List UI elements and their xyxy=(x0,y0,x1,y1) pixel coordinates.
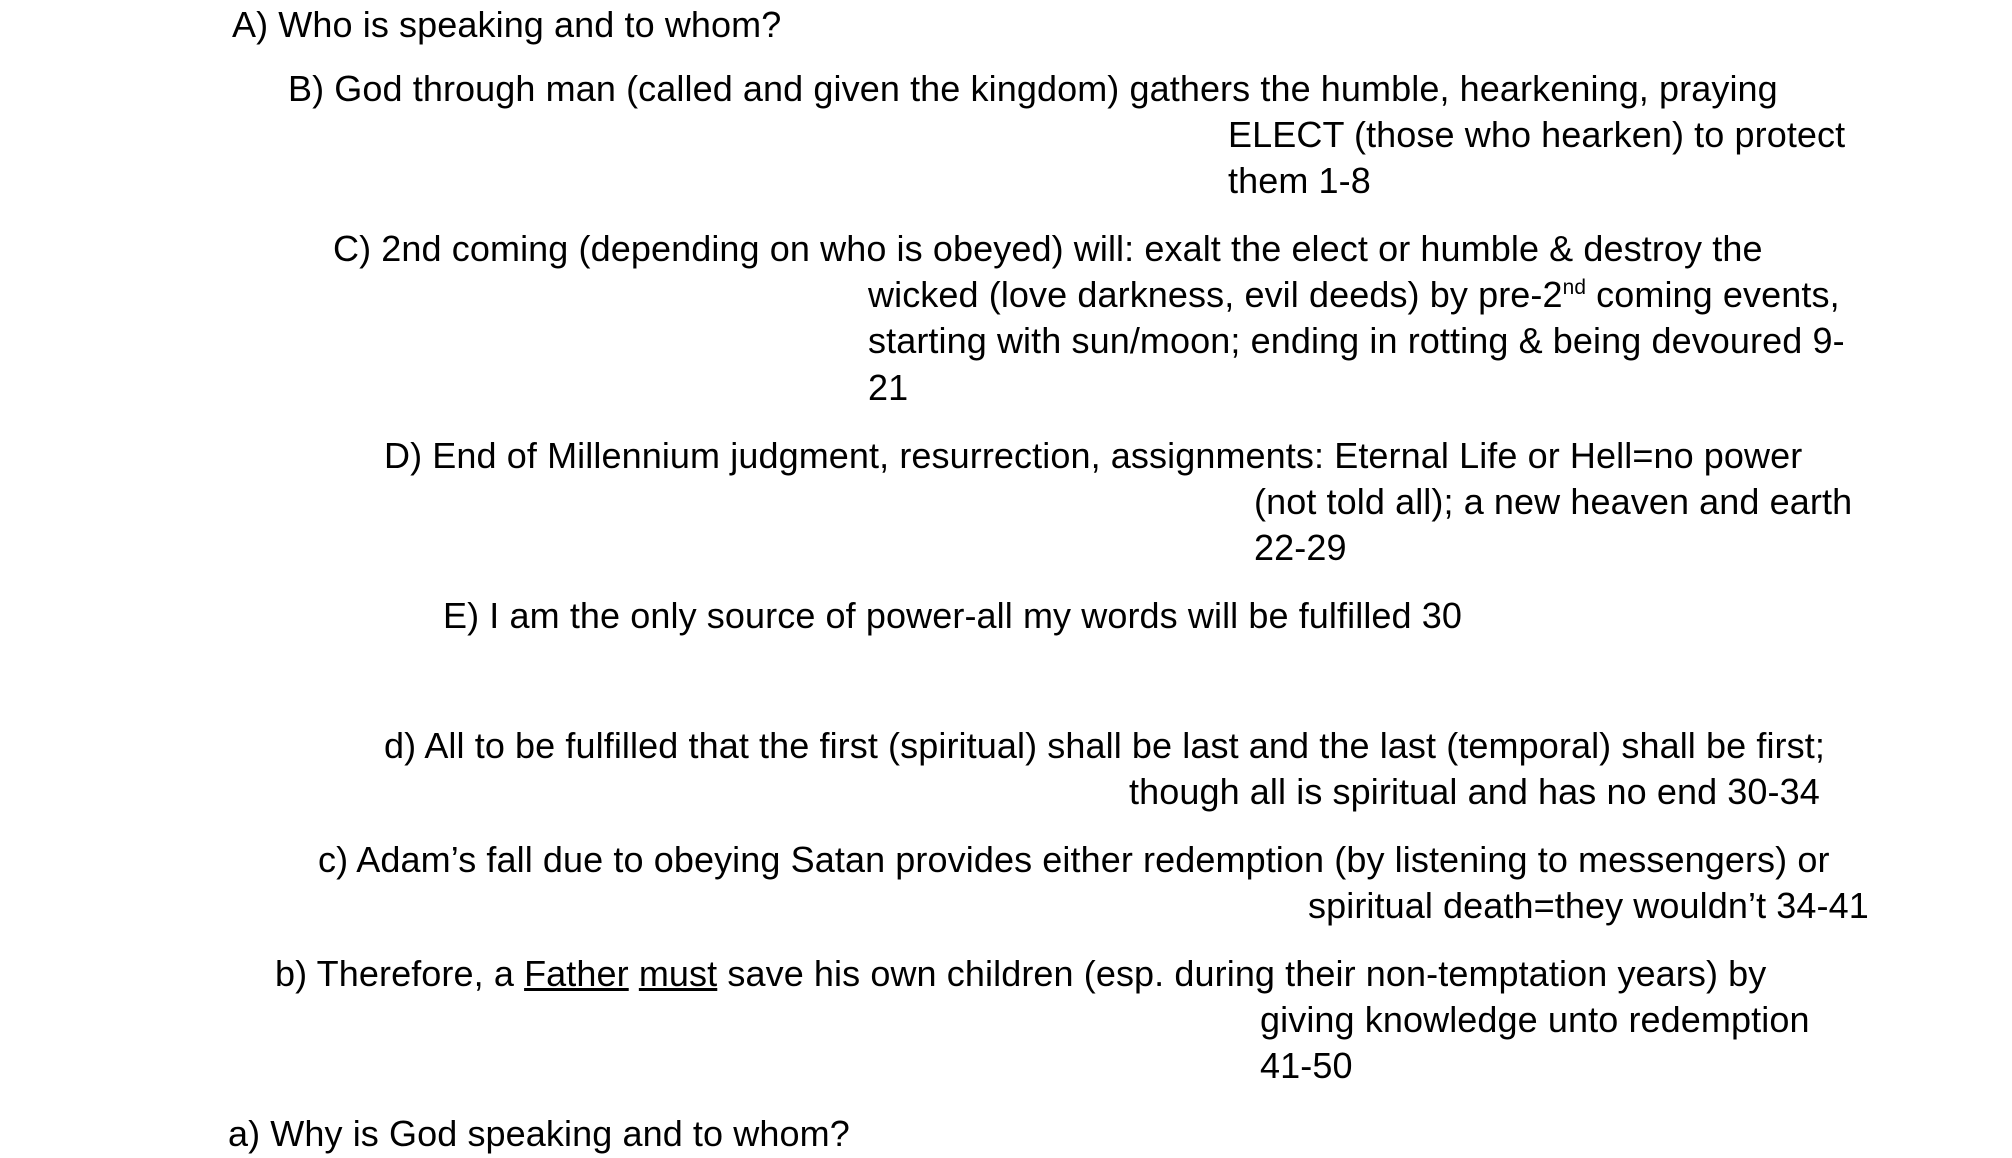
outline-entry-C xyxy=(333,226,1873,410)
outline-entry-C-line1: C) 2nd coming (depending on who is obeyed) will: exalt the elect or humble & destroy the xyxy=(333,228,1763,270)
outline-entry-A-line1: A) Who is speaking and to whom? xyxy=(232,4,782,45)
outline-entry-b-part1: b) Therefore, a xyxy=(275,953,525,995)
outline-entry-C-line2-pre: wicked (love darkness, evil deeds) by pre-2 xyxy=(868,274,1563,316)
outline-entry-B xyxy=(288,66,1858,204)
outline-entry-C-line4: 21 xyxy=(868,366,909,408)
outline-entry-b-part3: save his own children (esp. during their non-temptation years) by xyxy=(717,953,1767,995)
outline-entry-b-part2 xyxy=(629,953,639,994)
outline-entry-a-lower xyxy=(228,1111,1828,1157)
outline-entry-A xyxy=(232,2,1832,48)
outline-entry-E-line1: E) I am the only source of power-all my words will be fulfilled 30 xyxy=(443,594,1463,636)
outline-entry-E xyxy=(443,593,1943,639)
outline-entry-b xyxy=(275,951,1875,1089)
outline-entry-C-line2-post: coming events, xyxy=(1586,274,1840,316)
outline-entry-d-line2: though all is spiritual and has no end 30-34 xyxy=(1129,771,1820,813)
outline-entry-C-line3: starting with sun/moon; ending in rotting & being devoured 9- xyxy=(868,320,1845,362)
outline-entry-b-line1 xyxy=(275,951,1875,997)
outline-entry-D-line3: 22-29 xyxy=(1254,526,1347,568)
outline-entry-D-line2: (not told all); a new heaven and earth xyxy=(1254,480,1853,522)
outline-entry-d-line1: d) All to be fulfilled that the first (spiritual) shall be last and the last (temporal) shall be first; xyxy=(384,724,1825,766)
outline-entry-c-line1: c) Adam’s fall due to obeying Satan provides either redemption (by listening to messengers) or xyxy=(318,839,1830,881)
outline-entry-b-underlined-father: Father xyxy=(524,953,629,995)
outline-entry-B-line1: B) God through man (called and given the kingdom) gathers the humble, hearkening, praying xyxy=(288,68,1778,110)
outline-entry-D xyxy=(384,433,1864,571)
outline-entry-d xyxy=(384,723,1924,815)
outline-entry-D-line1: D) End of Millennium judgment, resurrection, assignments: Eternal Life or Hell=no power xyxy=(384,434,1803,476)
outline-entry-b-line2: giving knowledge unto redemption xyxy=(1260,999,1810,1041)
outline-entry-C-ordinal-suffix: nd xyxy=(1562,276,1587,300)
outline-entry-C-line2 xyxy=(868,272,1873,318)
outline-entry-b-underlined-must: must xyxy=(638,953,718,995)
outline-entry-B-line2: ELECT (those who hearken) to protect xyxy=(1228,114,1846,156)
outline-entry-b-line3: 41-50 xyxy=(1260,1045,1353,1087)
outline-entry-c xyxy=(318,837,1918,929)
outline-entry-c-line2: spiritual death=they wouldn’t 34-41 xyxy=(1308,885,1869,927)
outline-entry-B-line3: them 1-8 xyxy=(1228,160,1371,202)
outline-entry-a-lower-line1: a) Why is God speaking and to whom? xyxy=(228,1113,850,1155)
